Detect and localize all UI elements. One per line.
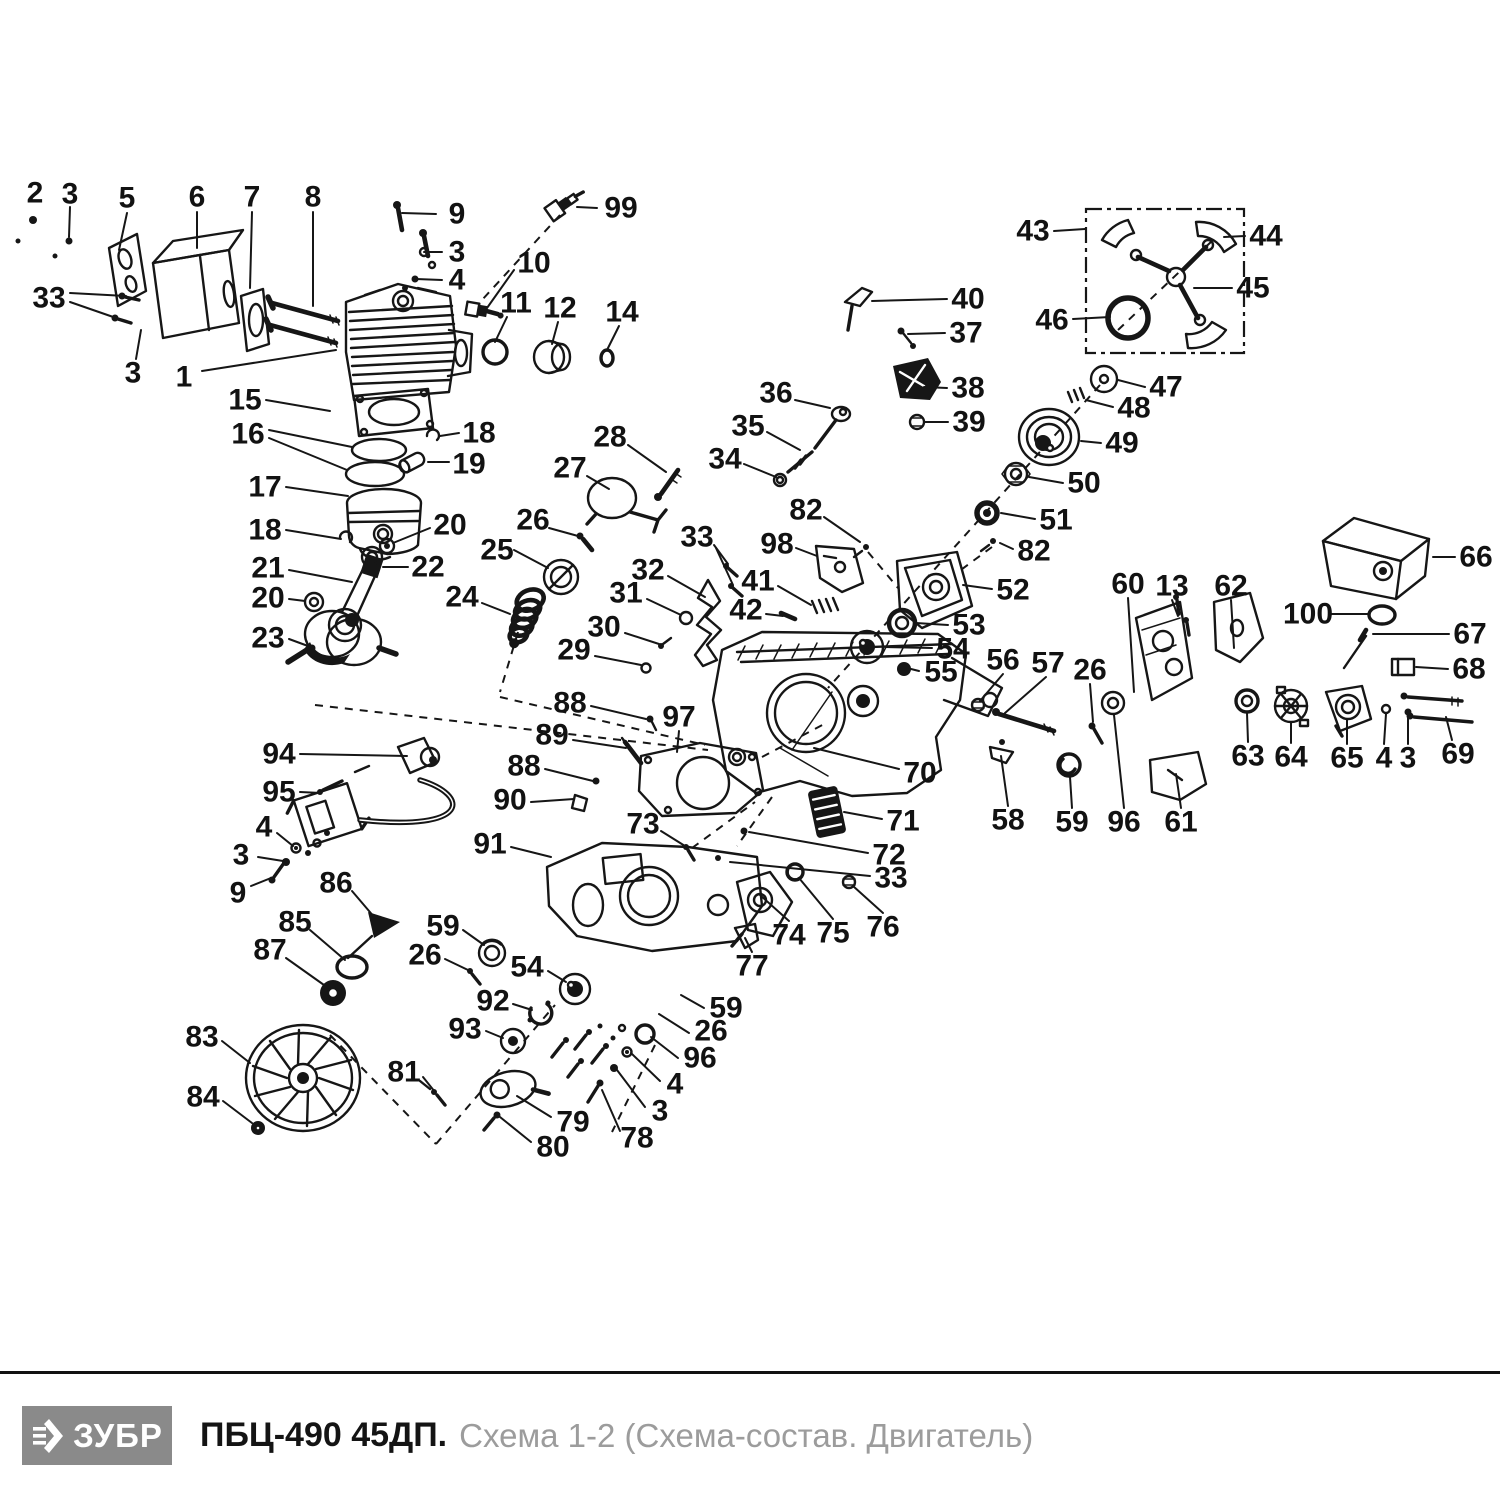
part-number-label: 62 xyxy=(1214,569,1248,603)
part-number-label: 57 xyxy=(1031,646,1065,680)
leader-line xyxy=(416,279,442,280)
construction-dashed-line xyxy=(612,1045,655,1132)
part-number-labels xyxy=(27,177,1493,1164)
leader-line xyxy=(872,299,947,301)
construction-dashed-line xyxy=(762,722,828,757)
part-number-label: 88 xyxy=(507,749,541,783)
part-number-label: 29 xyxy=(557,633,591,667)
leader-line xyxy=(402,213,436,214)
leader-line xyxy=(513,1004,532,1010)
leader-line xyxy=(119,213,127,250)
leader-line xyxy=(916,623,948,625)
leader-line xyxy=(70,302,119,319)
part-number-label: 19 xyxy=(452,447,486,481)
part-number-label: 18 xyxy=(248,513,282,547)
part-number-label: 33 xyxy=(874,861,908,895)
part-number-label: 97 xyxy=(662,700,696,734)
leader-line xyxy=(552,322,558,344)
leader-line xyxy=(1247,713,1248,742)
part-number-label: 37 xyxy=(949,316,983,350)
leader-line xyxy=(1005,677,1046,713)
part-number-label: 66 xyxy=(1459,540,1493,574)
part-number-label: 12 xyxy=(543,291,577,325)
brand-name: ЗУБР xyxy=(73,1416,163,1454)
part-number-label: 59 xyxy=(426,909,460,943)
leader-line xyxy=(795,400,830,408)
part-number-label: 82 xyxy=(789,493,823,527)
leader-line xyxy=(778,586,811,605)
leader-line xyxy=(749,832,868,853)
part-number-label: 33 xyxy=(680,520,714,554)
part-number-label: 56 xyxy=(986,643,1020,677)
leader-line xyxy=(223,1101,252,1123)
construction-dashed-line xyxy=(330,1035,436,1144)
part-number-label: 16 xyxy=(231,417,265,451)
part-number-label: 51 xyxy=(1039,503,1073,537)
part-number-label: 30 xyxy=(587,610,621,644)
leader-line xyxy=(69,207,70,237)
leader-line xyxy=(286,487,348,496)
part-number-label: 79 xyxy=(556,1105,590,1139)
part-linkage-group xyxy=(774,288,941,486)
part-number-label: 42 xyxy=(729,593,763,627)
leader-line xyxy=(631,1053,660,1081)
leader-line xyxy=(393,528,430,543)
leader-line xyxy=(668,576,705,597)
part-number-label: 91 xyxy=(473,827,507,861)
part-number-label: 58 xyxy=(991,803,1025,837)
leader-line xyxy=(258,857,283,861)
leader-line xyxy=(824,517,860,542)
leader-line xyxy=(681,995,704,1008)
part-number-label: 36 xyxy=(759,376,793,410)
leader-line xyxy=(577,207,597,208)
part-number-label: 83 xyxy=(185,1020,219,1054)
leader-line xyxy=(628,445,666,472)
part-number-label: 13 xyxy=(1155,569,1189,603)
part-gasket-bits-group xyxy=(572,716,847,862)
part-number-label: 1 xyxy=(175,360,193,394)
leader-line xyxy=(908,333,945,334)
part-number-label: 38 xyxy=(951,371,985,405)
part-number-label: 60 xyxy=(1111,567,1145,601)
leader-line xyxy=(760,895,789,921)
part-number-label: 6 xyxy=(188,180,206,214)
construction-dashed-line xyxy=(958,547,992,572)
part-number-label: 20 xyxy=(251,581,285,615)
leader-line xyxy=(289,599,305,601)
part-number-label: 63 xyxy=(1231,739,1265,773)
part-number-label: 35 xyxy=(731,409,765,443)
part-number-label: 55 xyxy=(924,655,958,689)
part-number-label: 64 xyxy=(1274,740,1308,774)
part-flywheel xyxy=(246,1025,360,1135)
part-number-label: 70 xyxy=(903,756,937,790)
leader-line xyxy=(300,792,321,793)
leader-line xyxy=(573,740,626,748)
leader-line xyxy=(1054,229,1085,231)
leader-line xyxy=(136,330,141,359)
part-number-label: 67 xyxy=(1453,617,1487,651)
leader-line xyxy=(607,326,619,350)
part-number-label: 96 xyxy=(683,1041,717,1075)
leader-line xyxy=(651,1037,678,1058)
part-number-label: 72 xyxy=(872,838,906,872)
part-number-label: 96 xyxy=(1107,805,1141,839)
part-number-label: 25 xyxy=(480,533,514,567)
construction-dashed-line xyxy=(737,797,772,846)
leader-line xyxy=(486,1031,503,1038)
part-number-label: 8 xyxy=(304,180,322,214)
leader-line xyxy=(269,430,352,447)
part-number-label: 65 xyxy=(1330,741,1364,775)
footer xyxy=(0,1398,1500,1478)
leader-line xyxy=(1070,777,1072,808)
part-number-label: 20 xyxy=(433,508,467,542)
part-number-label: 3 xyxy=(61,177,79,211)
part-number-label: 90 xyxy=(493,783,527,817)
part-number-label: 26 xyxy=(694,1014,728,1048)
part-number-label: 3 xyxy=(232,838,250,872)
construction-dashed-line xyxy=(868,552,898,588)
part-number-label: 4 xyxy=(448,263,466,297)
model-name: ПБЦ-490 45ДП. xyxy=(200,1416,448,1454)
part-number-label: 78 xyxy=(620,1121,654,1155)
part-number-label: 21 xyxy=(251,551,285,585)
part-number-label: 3 xyxy=(448,235,466,269)
part-number-label: 7 xyxy=(243,180,261,214)
leader-line xyxy=(602,1090,620,1131)
leader-line xyxy=(1000,543,1013,549)
part-number-label: 52 xyxy=(996,573,1030,607)
leader-line xyxy=(251,878,271,886)
part-number-label: 75 xyxy=(816,916,850,950)
part-cover-brake-group xyxy=(547,843,855,951)
part-number-label: 81 xyxy=(387,1055,421,1089)
leader-line xyxy=(70,293,126,296)
part-number-label: 43 xyxy=(1016,214,1050,248)
scheme-subtitle: Схема 1-2 (Схема-состав. Двигатель) xyxy=(459,1416,1034,1454)
part-number-label: 4 xyxy=(666,1067,684,1101)
part-number-label: 45 xyxy=(1236,271,1270,305)
part-number-label: 22 xyxy=(411,550,445,584)
part-number-label: 71 xyxy=(886,804,920,838)
leader-line xyxy=(1081,441,1101,443)
part-number-label: 11 xyxy=(500,286,532,320)
part-number-label: 54 xyxy=(510,950,544,984)
leader-line xyxy=(300,754,407,756)
part-number-label: 23 xyxy=(251,621,285,655)
part-number-label: 68 xyxy=(1452,652,1486,686)
part-number-label: 100 xyxy=(1282,597,1334,631)
leader-line xyxy=(277,833,293,846)
leader-line xyxy=(511,847,551,857)
part-number-label: 84 xyxy=(186,1080,220,1114)
leader-line xyxy=(310,930,345,960)
leader-line xyxy=(517,1096,551,1117)
part-number-label: 44 xyxy=(1249,219,1283,253)
part-number-label: 76 xyxy=(866,910,900,944)
leader-line xyxy=(1086,400,1113,407)
leader-line xyxy=(1073,317,1110,319)
leader-line xyxy=(885,647,932,648)
part-number-label: 9 xyxy=(448,197,466,231)
leader-line xyxy=(625,633,659,644)
part-piston-crank-group xyxy=(288,389,439,665)
part-number-label: 32 xyxy=(631,553,665,587)
part-number-label: 74 xyxy=(772,918,806,952)
leader-line xyxy=(352,891,375,918)
part-number-label: 34 xyxy=(708,442,742,476)
part-number-label: 5 xyxy=(118,181,136,215)
leader-line xyxy=(924,387,947,388)
footer-title xyxy=(200,1406,1033,1465)
part-number-label: 46 xyxy=(1035,303,1069,337)
part-cylinder xyxy=(346,284,472,400)
brand-logo-box xyxy=(22,1406,172,1465)
footer-divider xyxy=(0,1371,1500,1374)
leader-line xyxy=(266,400,330,411)
leader-line xyxy=(482,603,510,614)
part-number-label: 26 xyxy=(516,503,550,537)
leader-line xyxy=(595,656,641,665)
leader-line xyxy=(531,799,574,802)
leader-line xyxy=(222,1041,250,1063)
leader-lines xyxy=(69,207,1455,1142)
leader-line xyxy=(445,959,468,970)
part-number-label: 99 xyxy=(604,191,638,225)
part-number-label: 89 xyxy=(535,718,569,752)
leader-line xyxy=(1416,667,1448,669)
leader-line xyxy=(463,930,484,945)
leader-line xyxy=(286,958,324,985)
part-number-label: 3 xyxy=(124,356,142,390)
part-number-label: 28 xyxy=(593,420,627,454)
part-number-label: 85 xyxy=(278,905,312,939)
part-number-label: 49 xyxy=(1105,426,1139,460)
part-number-label: 18 xyxy=(462,416,496,450)
leader-line xyxy=(500,1117,531,1142)
part-number-label: 41 xyxy=(741,564,775,598)
part-number-label: 87 xyxy=(253,933,287,967)
part-number-label: 4 xyxy=(255,810,273,844)
part-number-label: 33 xyxy=(32,281,66,315)
leader-line xyxy=(659,1014,689,1033)
leader-line xyxy=(744,464,776,477)
part-number-label: 39 xyxy=(952,405,986,439)
part-number-label: 59 xyxy=(1055,805,1089,839)
part-number-label: 54 xyxy=(936,632,970,666)
part-number-label: 47 xyxy=(1149,370,1183,404)
leader-line xyxy=(514,550,548,568)
part-number-label: 24 xyxy=(445,580,479,614)
part-number-label: 10 xyxy=(517,246,551,280)
part-number-label: 82 xyxy=(1017,534,1051,568)
part-number-label: 73 xyxy=(626,807,660,841)
leader-line xyxy=(844,812,882,819)
part-number-label: 4 xyxy=(1375,741,1393,775)
leader-line xyxy=(716,548,733,585)
part-number-label: 48 xyxy=(1117,391,1151,425)
part-number-label: 77 xyxy=(735,949,769,983)
part-number-label: 15 xyxy=(228,383,262,417)
part-number-label: 86 xyxy=(319,866,353,900)
part-number-label: 27 xyxy=(553,451,587,485)
part-number-label: 17 xyxy=(248,470,282,504)
part-number-label: 14 xyxy=(605,295,639,329)
leader-line xyxy=(1384,714,1386,744)
leader-line xyxy=(250,212,252,288)
leader-line xyxy=(440,433,459,436)
part-number-label: 88 xyxy=(553,686,587,720)
leader-line xyxy=(548,971,566,982)
part-number-label: 95 xyxy=(262,775,296,809)
part-number-label: 59 xyxy=(709,991,743,1025)
leader-line xyxy=(289,570,352,582)
leader-line xyxy=(911,669,919,671)
part-oilworm-starter-group xyxy=(493,470,838,673)
leader-line xyxy=(1029,477,1063,483)
leader-line xyxy=(1118,380,1145,387)
leader-line xyxy=(647,599,681,615)
leader-line xyxy=(286,530,341,539)
part-muffler-group xyxy=(109,230,339,351)
part-number-label: 94 xyxy=(262,737,296,771)
leader-line xyxy=(1001,513,1035,519)
leader-line xyxy=(545,769,593,781)
leader-line xyxy=(799,878,833,919)
leader-line xyxy=(814,748,899,769)
diagram-parts xyxy=(16,185,1473,1135)
leader-line xyxy=(661,831,685,846)
leader-line xyxy=(767,432,800,450)
part-number-label: 31 xyxy=(609,576,643,610)
part-number-label: 69 xyxy=(1441,737,1475,771)
leader-line xyxy=(1090,684,1093,722)
leader-line xyxy=(1128,598,1134,692)
part-number-label: 40 xyxy=(951,282,985,316)
zubr-logo-icon xyxy=(31,1415,67,1457)
part-number-label: 53 xyxy=(952,608,986,642)
part-number-label: 3 xyxy=(1399,741,1417,775)
part-number-label: 2 xyxy=(26,176,44,210)
leader-line xyxy=(1224,236,1245,237)
leader-line xyxy=(495,317,507,342)
part-number-label: 26 xyxy=(1073,653,1107,687)
leader-line xyxy=(549,528,578,536)
leader-line xyxy=(796,548,817,556)
part-number-label: 98 xyxy=(760,527,794,561)
part-number-label: 9 xyxy=(229,876,247,910)
part-number-label: 3 xyxy=(651,1094,669,1128)
part-number-label: 26 xyxy=(408,938,442,972)
part-number-label: 80 xyxy=(536,1130,570,1164)
construction-dashed-line xyxy=(315,705,708,750)
leader-line xyxy=(202,350,336,371)
part-number-label: 61 xyxy=(1164,805,1198,839)
leader-line xyxy=(1114,715,1124,808)
part-number-label: 92 xyxy=(476,984,510,1018)
leader-line xyxy=(591,706,646,719)
part-number-label: 50 xyxy=(1067,466,1101,500)
part-number-label: 93 xyxy=(448,1012,482,1046)
